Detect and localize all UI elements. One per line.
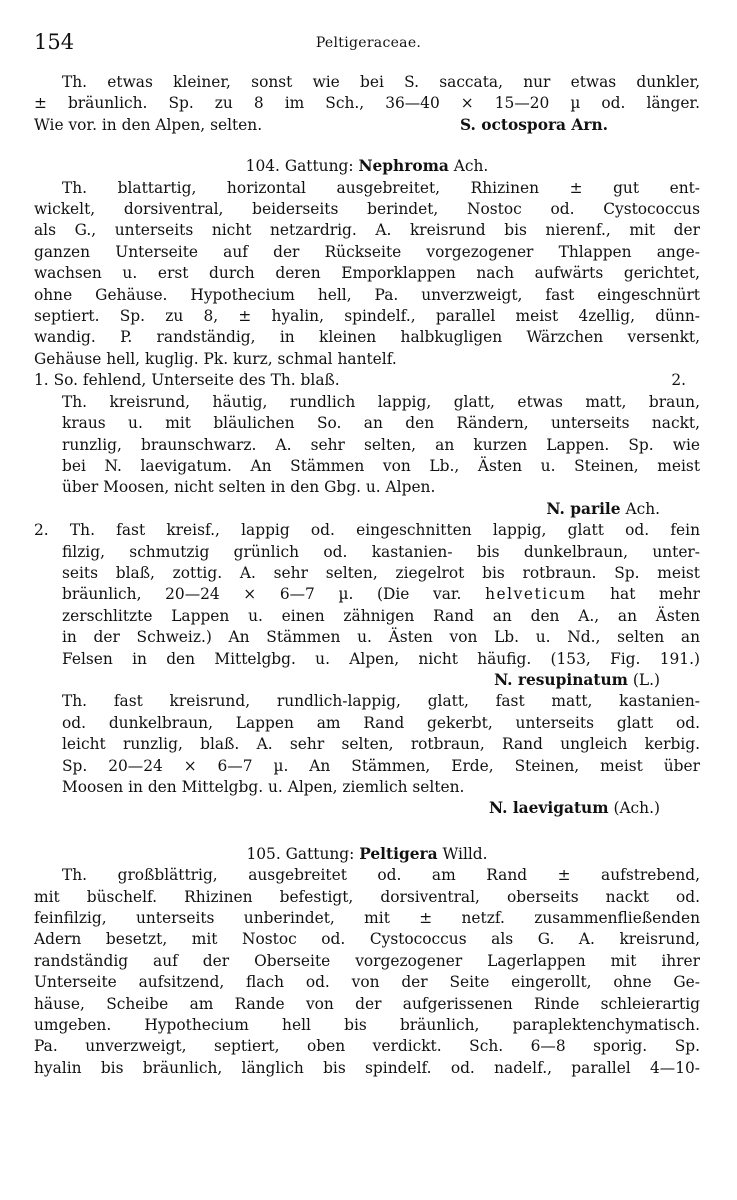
text-line: ohne Gehäuse. Hypothecium hell, Pa. unverzweigt, fast eingeschnürt <box>34 285 700 304</box>
text-line: Th. fast kreisrund, rundlich-lappig, glatt, fast matt, kastanien- <box>62 692 700 711</box>
text-line: Pa. unverzweigt, septiert, oben verdickt. Sch. 6—8 sporig. Sp. <box>34 1037 700 1056</box>
text-line: Adern besetzt, mit Nostoc od. Cystococcus als G. A. kreisrund, <box>34 930 700 949</box>
text-line: wandig. P. randständig, in kleinen halbkugligen Wärzchen versenkt, <box>34 328 700 347</box>
species-line <box>34 499 700 520</box>
text-line: leicht runzlig, blaß. A. sehr selten, rotbraun, Rand ungleich kerbig. <box>62 735 700 754</box>
text-line: umgeben. Hypothecium hell bis bräunlich, paraplektenchymatisch. <box>34 1016 700 1035</box>
text-line: seits blaß, zottig. A. sehr selten, ziegelrot bis rotbraun. Sp. meist <box>62 563 700 582</box>
species-author: Ach. <box>620 499 660 518</box>
text-line: ganzen Unterseite auf der Rückseite vorgezogener Thlappen ange- <box>34 242 700 261</box>
text-line: in der Schweiz.) An Stämmen u. Ästen von Lb. u. Nd., selten an <box>62 628 700 647</box>
text-line: Sp. 20—24 × 6—7 µ. An Stämmen, Erde, Steinen, meist über <box>62 756 700 775</box>
species-name: N. parile <box>546 499 621 518</box>
text-line: wachsen u. erst durch deren Emporklappen nach aufwärts gerichtet, <box>34 264 700 283</box>
genus-author: Willd. <box>437 844 488 863</box>
genus-name: Peltigera <box>359 844 438 863</box>
text-line: kraus u. mit bläulichen So. an den Rändern, unterseits nackt, <box>62 414 700 433</box>
text-line: zerschlitzte Lappen u. einen zähnigen Rand an den A., an Ästen <box>62 606 700 625</box>
text-line: od. dunkelbraun, Lappen am Rand gekerbt, unterseits glatt od. <box>62 713 700 732</box>
text-line: runzlig, braunschwarz. A. sehr selten, an kurzen Lappen. Sp. wie <box>62 435 700 454</box>
line-text: bräunlich, 20—24 × 6—7 µ. (Die var. <box>62 585 462 604</box>
genus-author: Ach. <box>448 157 489 176</box>
text-line: ± bräunlich. Sp. zu 8 im Sch., 36—40 × 15—20 µ od. länger. <box>34 94 700 113</box>
species-name: N. resupinatum <box>494 670 628 689</box>
text-line: randständig auf der Oberseite vorgezogener Lagerlappen mit ihrer <box>34 951 700 970</box>
genus-heading-prefix: 104. Gattung: <box>245 157 359 176</box>
text-line: 2. Th. fast kreisf., lappig od. eingeschnitten lappig, glatt od. fein <box>34 521 700 540</box>
key-ref: 2. <box>671 371 686 390</box>
running-title: Peltigeraceae. <box>315 35 422 51</box>
text-line: Th. kreisrund, häutig, rundlich lappig, glatt, etwas matt, braun, <box>62 392 700 411</box>
text-line: bei N. laevigatum. An Stämmen von Lb., Ästen u. Steinen, meist <box>62 456 700 475</box>
text-line: mit büschelf. Rhizinen befestigt, dorsiventral, oberseits nackt od. <box>34 887 700 906</box>
key-text: 1. So. fehlend, Unterseite des Th. blaß. <box>34 371 340 390</box>
key-line-1 <box>34 370 700 391</box>
text-line: als G., unterseits nicht netzardrig. A. kreisrund bis nierenf., mit der <box>34 221 700 240</box>
text-line <box>34 584 700 605</box>
genus-heading-prefix: 105. Gattung: <box>246 844 360 863</box>
text-line: häuse, Scheibe am Rande von der aufgerissenen Rinde schleierartig <box>34 994 700 1013</box>
species-name: N. laevigatum <box>489 799 609 818</box>
species-name: S. octospora Arn. <box>459 115 608 134</box>
species-line <box>34 798 700 819</box>
species-line <box>34 670 700 691</box>
text-line <box>34 115 700 136</box>
text-line: Felsen in den Mittelgbg. u. Alpen, nicht häufig. (153, Fig. 191.) <box>62 649 700 668</box>
line-text: Wie vor. in den Alpen, selten. <box>34 115 263 134</box>
text-line: Th. großblättrig, ausgebreitet od. am Rand ± aufstrebend, <box>62 866 700 885</box>
text-line: feinfilzig, unterseits unberindet, mit ± netzf. zusammenfließenden <box>34 909 700 928</box>
text-line: wickelt, dorsiventral, beiderseits berindet, Nostoc od. Cystococcus <box>34 200 700 219</box>
text-line: Moosen in den Mittelgbg. u. Alpen, ziemlich selten. <box>62 778 465 796</box>
text-line: Unterseite aufsitzend, flach od. von der Seite eingerollt, ohne Ge- <box>34 973 700 992</box>
page-number: 154 <box>34 30 75 54</box>
text-line: Th. etwas kleiner, sonst wie bei S. saccata, nur etwas dunkler, <box>62 73 700 91</box>
body-text <box>34 72 700 1079</box>
text-line: Gehäuse hell, kuglig. Pk. kurz, schmal hantelf. <box>34 349 397 368</box>
text-line: hyalin bis bräunlich, länglich bis spindelf. od. nadelf., parallel 4—10- <box>34 1058 700 1077</box>
text-line: septiert. Sp. zu 8, ± hyalin, spindelf., parallel meist 4zellig, dünn- <box>34 307 700 326</box>
text-line: über Moosen, nicht selten in den Gbg. u. Alpen. <box>62 478 436 497</box>
species-author: (Ach.) <box>608 799 660 818</box>
genus-name: Nephroma <box>358 157 449 176</box>
line-text: hat mehr <box>586 585 700 604</box>
species-author: (L.) <box>627 670 660 689</box>
variety-name: helveticum <box>485 585 587 604</box>
text-line: filzig, schmutzig grünlich od. kastanien- bis dunkelbraun, unter- <box>62 542 700 561</box>
genus-heading-104 <box>34 156 700 177</box>
page-header <box>34 30 703 58</box>
text-line: Th. blattartig, horizontal ausgebreitet, Rhizinen ± gut ent- <box>62 178 700 197</box>
genus-heading-105 <box>34 844 700 865</box>
